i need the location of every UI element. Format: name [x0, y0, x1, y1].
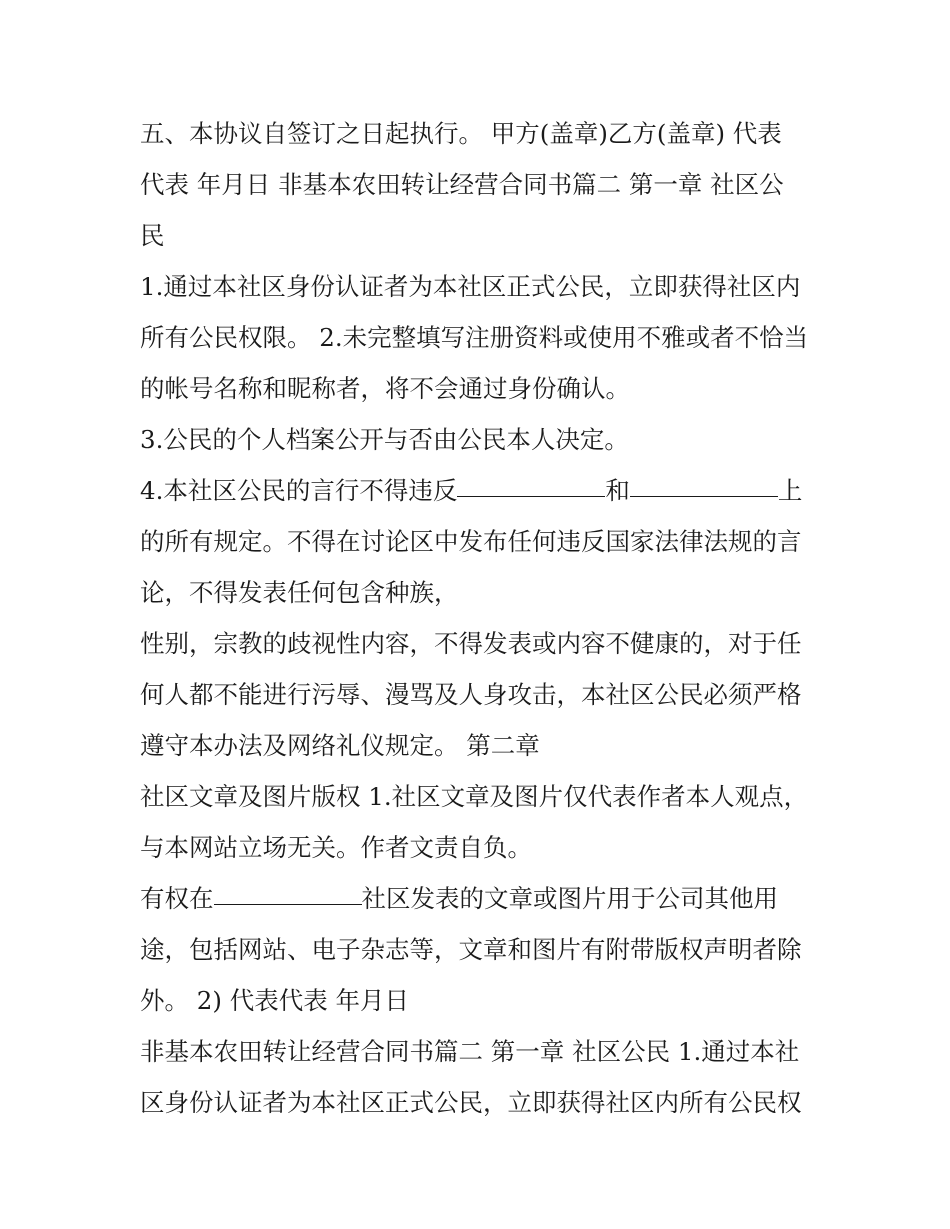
- text-segment: 4.本社区公民的言行不得违反: [140, 476, 458, 505]
- fill-in-blank: [457, 495, 605, 497]
- text-line-16: [140, 873, 820, 924]
- text-line-14: 社区文章及图片版权 1.社区文章及图片仅代表作者本人观点，: [140, 782, 809, 811]
- document-body: [140, 108, 820, 1128]
- text-line-1: 五、本协议自签订之日起执行。 甲方(盖章)乙方(盖章) 代表: [140, 119, 782, 148]
- text-line-3: 民: [140, 221, 165, 250]
- text-segment: 上: [777, 476, 803, 505]
- text-line-8: [140, 465, 820, 516]
- text-line-19: 非基本农田转让经营合同书篇二 第一章 社区公民 1.通过本社: [140, 1037, 800, 1066]
- fill-in-blank: [630, 495, 778, 497]
- text-line-17: 途，包括网站、电子杂志等，文章和图片有附带版权声明者除: [140, 935, 802, 964]
- text-line-11: 性别，宗教的歧视性内容，不得发表或内容不健康的，对于任: [140, 629, 802, 658]
- text-segment: 有权在: [140, 884, 214, 913]
- text-segment: 和: [605, 476, 630, 505]
- text-line-9: 的所有规定。不得在讨论区中发布任何违反国家法律法规的言: [140, 527, 802, 556]
- text-line-4: 1.通过本社区身份认证者为本社区正式公民，立即获得社区内: [140, 272, 801, 301]
- text-line-20: 区身份认证者为本社区正式公民，立即获得社区内所有公民权: [140, 1088, 802, 1117]
- text-segment: 社区发表的文章或图片用于公司其他用: [361, 884, 778, 913]
- fill-in-blank: [214, 903, 362, 905]
- text-line-15: 与本网站立场无关。作者文责自负。: [140, 833, 532, 862]
- text-line-12: 何人都不能进行污辱、漫骂及人身攻击，本社区公民必须严格: [140, 680, 802, 709]
- text-line-13: 遵守本办法及网络礼仪规定。 第二章: [140, 731, 540, 760]
- text-line-6: 的帐号名称和昵称者，将不会通过身份确认。: [140, 374, 630, 403]
- text-line-18: 外。 2) 代表代表 年月日: [140, 986, 410, 1015]
- text-line-10: 论，不得发表任何包含种族，: [140, 578, 459, 607]
- text-line-7: 3.公民的个人档案公开与否由公民本人决定。: [140, 425, 629, 454]
- text-line-5: 所有公民权限。 2.未完整填写注册资料或使用不雅或者不恰当: [140, 323, 809, 352]
- text-line-2: 代表 年月日 非基本农田转让经营合同书篇二 第一章 社区公: [140, 170, 784, 199]
